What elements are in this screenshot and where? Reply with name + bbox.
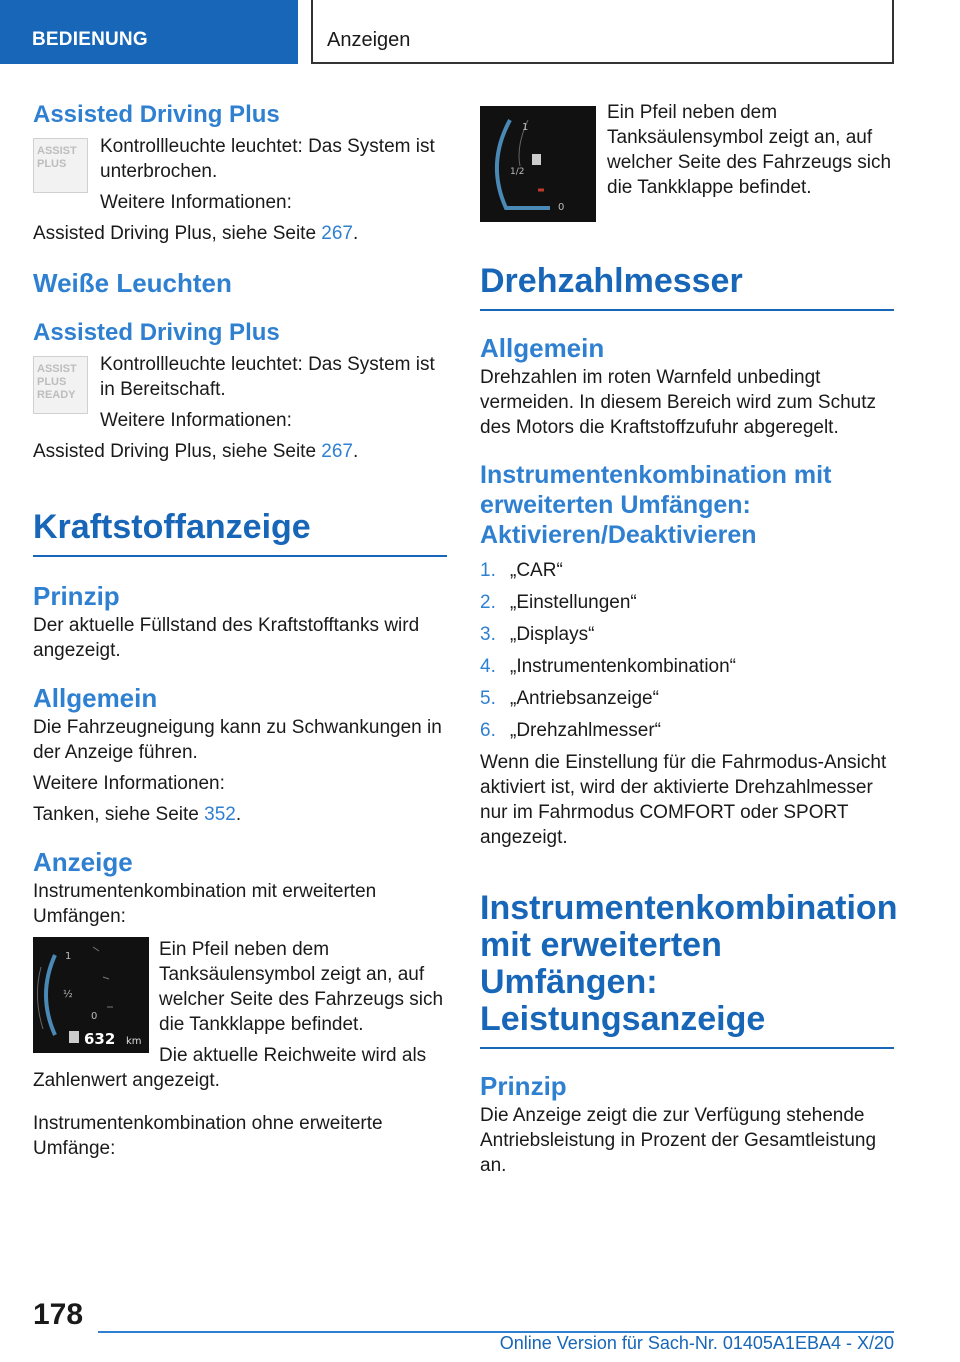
- left-column: [33, 100, 447, 1167]
- adp2-reference: Assisted Driving Plus, siehe Seite 267.: [33, 441, 359, 462]
- adp-indicator-row: [33, 134, 447, 221]
- adp-heading: Assisted Driving Plus: [33, 101, 280, 128]
- without-extended-text: Instrumentenkombination ohne erweiterte Umfänge:: [33, 1113, 383, 1159]
- adp-reference: Assisted Driving Plus, siehe Seite 267.: [33, 223, 359, 244]
- gauge2-full-label: 1: [522, 122, 529, 133]
- adp-indicator-text: [100, 134, 447, 221]
- steps-list: [480, 558, 894, 743]
- fuel-gauge-image-extended: [33, 937, 149, 1053]
- list-item: 1. „CAR“: [480, 560, 563, 581]
- general-reference: Tanken, siehe Seite 352.: [33, 804, 242, 825]
- adp2-indicator-text: [100, 352, 447, 439]
- gauge1-range-value: 632: [84, 1030, 116, 1048]
- fuel-pump-icon: [69, 1031, 79, 1043]
- mode-text: Wenn die Einstellung für die Fahrmodus-Ansicht aktiviert ist, wird der aktivierte Drehzahlmesser nur im Fahrmodus COMFORT oder SPORT angezeigt.: [480, 752, 887, 848]
- rev-general-heading: Allgemein: [480, 333, 605, 363]
- fuel-gauge-heading: Kraftstoffanzeige: [33, 508, 447, 557]
- adp-page-link[interactable]: 267: [321, 223, 353, 244]
- gauge1-half-label: ½: [63, 989, 73, 1000]
- list-item: 5. „Antriebsanzeige“: [480, 688, 659, 709]
- list-item: 6. „Drehzahlmesser“: [480, 720, 661, 741]
- gauge2-empty-label: 0: [558, 202, 565, 213]
- adp-ref-text: Assisted Driving Plus, siehe Seite: [33, 223, 322, 244]
- extended-activate-heading: Instrumentenkombination mit erweiterten Umfängen: Aktivieren/Deaktivieren: [480, 461, 832, 549]
- gauge2-arrow-text: Ein Pfeil neben dem Tanksäulensymbol zeigt an, auf welcher Seite des Fahrzeugs sich die Tankklappe befindet.: [607, 102, 892, 198]
- rev-counter-heading: Drehzahlmesser: [480, 262, 894, 311]
- page-number: 178: [33, 1298, 84, 1331]
- right-column: [480, 100, 898, 1184]
- gauge1-empty-label: 0: [91, 1011, 98, 1022]
- rev-general-text: Drehzahlen im roten Warnfeld unbedingt vermeiden. In diesem Bereich wird zum Schutz des Motors die Kraftstoffzufuhr abgeregelt.: [480, 367, 876, 438]
- gauge1-arrow-text: Ein Pfeil neben dem Tanksäulensymbol zeigt an, auf welcher Seite des Fahrzeugs sich die Tankklappe befindet.: [159, 939, 444, 1035]
- list-item: 2. „Einstellungen“: [480, 592, 637, 613]
- assist-plus-icon: ASSIST PLUS: [33, 138, 88, 193]
- gauge1-full-label: 1: [65, 951, 72, 962]
- gauge1-range-unit: km: [126, 1036, 142, 1047]
- power-principle-heading: Prinzip: [480, 1071, 567, 1101]
- adp2-ref-text: Assisted Driving Plus, siehe Seite: [33, 441, 322, 462]
- list-item: 4. „Instrumentenkombination“: [480, 656, 736, 677]
- gauge2-half-label: 1/2: [510, 167, 525, 177]
- gauge2-block: [480, 100, 894, 226]
- white-lights-heading: Weiße Leuchten: [33, 268, 232, 298]
- general-more: Weitere Informationen:: [33, 773, 225, 794]
- adp2-more: Weitere Informationen:: [100, 410, 292, 431]
- general-ref-text: Tanken, siehe Seite: [33, 804, 205, 825]
- adp-more: Weitere Informationen:: [100, 192, 292, 213]
- online-version-note: Online Version für Sach-Nr. 01405A1EBA4 - X/20: [499, 1333, 894, 1353]
- adp2-text: Kontrollleuchte leuchtet: Das System ist in Bereitschaft.: [100, 354, 435, 400]
- principle-text: Der aktuelle Füllstand des Kraftstofftanks wird angezeigt.: [33, 615, 420, 661]
- gauge1-range-text: Die aktuelle Reichweite wird als Zahlenwert angezeigt.: [33, 1045, 427, 1091]
- gauge1-block: [33, 937, 447, 1111]
- chapter-title: Anzeigen: [311, 0, 894, 64]
- section-tab: BEDIENUNG: [0, 0, 298, 64]
- power-principle-text: Die Anzeige zeigt die zur Verfügung stehende Antriebsleistung in Prozent der Gesamtleistung an.: [480, 1105, 877, 1176]
- list-item: 3. „Displays“: [480, 624, 595, 645]
- fuel-gauge-image-standard: [480, 106, 596, 222]
- general-text: Die Fahrzeugneigung kann zu Schwankungen in der Anzeige führen.: [33, 717, 442, 763]
- adp2-indicator-row: [33, 352, 447, 439]
- general-heading: Allgemein: [33, 683, 158, 713]
- principle-heading: Prinzip: [33, 581, 120, 611]
- adp2-heading: Assisted Driving Plus: [33, 319, 280, 346]
- adp-text: Kontrollleuchte leuchtet: Das System ist unterbrochen.: [100, 136, 435, 182]
- power-display-heading: Instrumentenkombination mit erweiterten Umfängen: Leistungsanzeige: [480, 890, 894, 1049]
- fuel-pump-icon: [532, 154, 541, 165]
- assist-plus-ready-icon: ASSIST PLUS READY: [33, 356, 88, 414]
- adp2-page-link[interactable]: 267: [321, 441, 353, 462]
- display-heading: Anzeige: [33, 847, 133, 877]
- general-page-link[interactable]: 352: [204, 804, 236, 825]
- display-text: Instrumentenkombination mit erweiterten Umfängen:: [33, 881, 377, 927]
